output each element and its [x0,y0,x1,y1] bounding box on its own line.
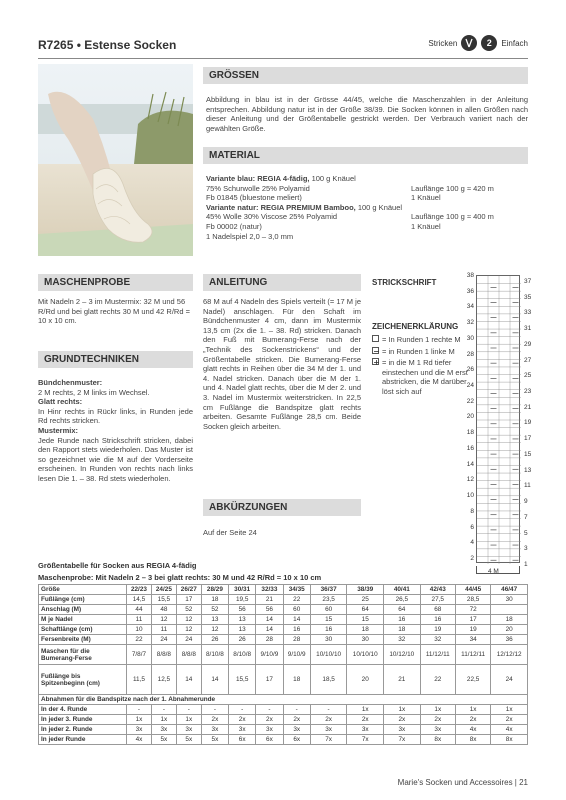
table-cell: 2x [283,715,310,725]
maschenprobe-heading: MASCHENPROBE [38,274,193,291]
table-cell: 26 [201,635,228,645]
table-cell: 36 [491,635,528,645]
chart-row-number: 5 [524,529,528,537]
material-line-text: Fb 00002 (natur) [206,221,262,231]
chart-row-number: 16 [466,444,474,452]
table-cell: 11 [127,615,152,625]
table-cell: 68 [420,605,455,615]
chart-row-number: 37 [524,278,532,285]
table-cell: 6x [229,735,256,745]
material-line-right: 1 Knäuel [411,221,441,231]
table-cell: 30 [347,635,384,645]
material-line-left [206,174,411,184]
table-cell: 14 [256,625,283,635]
chart-left-row-numbers [462,272,474,562]
table-cell: 23,5 [310,595,347,605]
table-cell: 8/8/8 [176,645,201,665]
size-table [38,584,528,745]
page-footer: Marie's Socken und Accessoires | 21 [397,778,528,787]
legend-heading: ZEICHENERKLÄRUNG [372,322,459,331]
level-number: 2 [486,38,492,48]
legend-text: = in Runden 1 linke M [382,346,455,356]
table-cell: 8x [455,735,490,745]
table-row [39,645,528,665]
technique-title: Glatt rechts: [38,397,83,407]
table-cell: 22 [127,635,152,645]
table-cell: 56 [229,605,256,615]
table-cell: 28,5 [455,595,490,605]
table-cell: 24 [176,635,201,645]
table-cell: 3x [151,725,176,735]
table-cell: 2x [384,715,421,725]
table-cell: 18 [491,615,528,625]
chart-row-number: 20 [466,413,474,421]
chart-row-number: 32 [466,319,474,327]
table-cell: 3x [127,725,152,735]
technique-text: 2 M rechts, 2 M links im Wechsel. [38,387,150,397]
table-cell: 16 [420,615,455,625]
table-cell: 25 [347,595,384,605]
chart-row-number: 3 [524,545,528,553]
table-cell: 6x [283,735,310,745]
table-cell: 3x [201,725,228,735]
table-row [39,615,528,625]
chart-row-number: 30 [466,334,474,342]
table-cell: 22 [283,595,310,605]
chart-row-number: 26 [466,366,474,374]
table-cell: 2x [491,715,528,725]
table-cell: 12 [176,615,201,625]
chart-row-number: 22 [466,397,474,405]
table-cell: 1x [384,705,421,715]
table-cell: 26/27 [176,585,201,595]
chart-row-number: 1 [524,560,528,568]
table-cell: 34/35 [283,585,310,595]
table-cell: 56 [256,605,283,615]
material-line [206,222,528,232]
table-cell: 7x [347,735,384,745]
table-cell: 12,5 [151,665,176,695]
material-list [206,174,528,241]
row-label: Fersenbreite (M) [39,635,127,645]
table-row [39,625,528,635]
table-cell: 14 [201,665,228,695]
chart-row-number: 25 [524,372,532,380]
anleitung-heading: ANLEITUNG [203,274,361,291]
table-cell: 8/10/8 [229,645,256,665]
table-cell: 9/10/9 [256,645,283,665]
table-cell: 60 [310,605,347,615]
table-cell: 8x [491,735,528,745]
table-cell: 13 [229,625,256,635]
chart-row-number: 10 [466,492,474,500]
material-line-text: Fb 01845 (bluestone meliert) [206,193,302,203]
row-label: Fußlänge bis Spitzenbeginn (cm) [39,665,127,695]
table-cell [491,605,528,615]
square-cross-icon [372,358,379,365]
groessen-heading: GRÖSSEN [203,67,528,84]
row-label: In der 4. Runde [39,705,127,715]
table-cell: 7/8/7 [127,645,152,665]
table-row [39,605,528,615]
table-cell: 16 [384,615,421,625]
table-cell: 9/10/9 [283,645,310,665]
chart-row-number: 9 [524,498,528,506]
table-cell: 22 [420,665,455,695]
header-divider [38,58,528,59]
table-cell: 12 [176,625,201,635]
table-cell: 21 [256,595,283,605]
grundtechniken-list [38,378,193,484]
table-cell: 14 [176,665,201,695]
table-row [39,735,528,745]
table-cell: 13 [229,615,256,625]
row-label: In jeder 3. Runde [39,715,127,725]
size-table-title: Größentabelle für Socken aus REGIA 4-fädig [38,561,197,570]
table-cell: 1x [176,715,201,725]
chart-row-number: 4 [470,539,474,547]
table-cell: 30/31 [229,585,256,595]
material-line-right: 1 Knäuel [411,193,441,203]
table-cell: 18 [201,595,228,605]
chart-row-number: 34 [466,303,474,311]
page-title: R7265 • Estense Socken [38,38,177,52]
technique-title: Mustermix: [38,425,79,435]
table-row [39,665,528,695]
table-cell: 4x [491,725,528,735]
chart-row-number: 15 [524,450,532,458]
table-cell: 15,5 [229,665,256,695]
legend-item [372,335,470,345]
maschenprobe-text: Mit Nadeln 2 – 3 im Mustermix: 32 M und 56 R/Rd und bei glatt rechts 30 M und 42 R/Rd = 10 x 10 cm. [38,297,190,326]
table-cell: 18 [347,625,384,635]
level-value: Einfach [501,38,528,48]
table-cell: 32 [420,635,455,645]
table-cell: 27,5 [420,595,455,605]
difficulty-indicator [428,35,528,51]
material-line-left [206,193,411,203]
table-cell: 14 [283,615,310,625]
table-cell: 14,5 [127,595,152,605]
table-cell: 17 [176,595,201,605]
table-cell: 1x [491,705,528,715]
table-cell: 16 [283,625,310,635]
sock-photo [38,64,193,256]
table-cell: 8x [420,735,455,745]
table-cell: 24 [151,635,176,645]
table-cell: 11 [151,625,176,635]
table-cell: 2x [347,715,384,725]
table-cell: 8/10/8 [201,645,228,665]
material-variant-label: Variante natur: REGIA PREMIUM Bamboo, [206,202,356,212]
table-cell: 2x [455,715,490,725]
table-cell: 11/12/11 [455,645,490,665]
abkuerzungen-heading: ABKÜRZUNGEN [203,499,361,516]
table-cell: 32/33 [256,585,283,595]
table-cell: 19 [420,625,455,635]
table-cell: 52 [176,605,201,615]
table-cell: 5x [151,735,176,745]
table-cell: 15 [310,615,347,625]
material-line-left [206,222,411,232]
abkuerzungen-text: Auf der Seite 24 [203,528,257,537]
table-cell: 12 [151,615,176,625]
table-cell: 15 [347,615,384,625]
material-line-text: 75% Schurwolle 25% Polyamid [206,183,310,193]
chart-row-number: 38 [466,272,474,279]
table-row [39,595,528,605]
row-label: In jeder Runde [39,735,127,745]
table-cell: 64 [384,605,421,615]
table-cell: 17 [455,615,490,625]
table-cell: 17 [256,665,283,695]
technique-text: In Hinr rechts in Rückr links, in Runden jede Rd rechts stricken. [38,406,193,426]
table-cell: - [229,705,256,715]
table-cell: 3x [283,725,310,735]
table-cell: 36/37 [310,585,347,595]
table-cell: 5x [201,735,228,745]
anleitung-text: 68 M auf 4 Nadeln des Spiels verteilt (= 17 M je Nadel) anschlagen. Für den Schaft im Bündchenmuster 4 cm, dann im Mustermix 13,5 cm (2x die 1. – 38. Rd) stricken. Danach den Fuß mit Bumerang-Ferse nach der „Technik des Sockenstrickens“ und der Größentabelle stricken. Die Bumerang-Ferse glatt rechts in Reihen über die 34 M der 1. und 4. Nadel stricken. Danach über die M der 1. und 4. Nadel glatt rechts, über die M der 2. und 3. Nadel im Mustermix weiterstricken. In 22,5 cm Fußlänge die Bandspitze glatt rechts arbeiten. Gesamte Fußlänge 28,5 cm. Beide Socken gleich arbeiten. [203,297,361,431]
material-line-left [206,203,411,213]
chart-row-number: 23 [524,388,532,396]
table-cell: 12/12/12 [491,645,528,665]
table-cell: 4x [127,735,152,745]
material-line-text: 45% Wolle 30% Viscose 25% Polyamid [206,212,338,222]
table-cell: 20 [347,665,384,695]
table-cell: 22,5 [455,665,490,695]
table-cell: 19 [455,625,490,635]
table-cell: 11/12/11 [420,645,455,665]
table-cell: 13 [201,615,228,625]
table-cell: 19,5 [229,595,256,605]
material-line-text: 100 g Knäuel [309,174,356,183]
table-subheading: Abnahmen für die Bandspitze nach der 1. Abnahmerunde [39,695,528,705]
chart-row-number: 19 [524,419,532,427]
table-cell: 2x [229,715,256,725]
table-cell: - [151,705,176,715]
table-cell: 32 [384,635,421,645]
table-cell: 2x [310,715,347,725]
table-cell: - [310,705,347,715]
material-line-right: Lauflänge 100 g ≈ 420 m [411,183,494,193]
table-cell: 52 [201,605,228,615]
table-cell: 10/10/10 [310,645,347,665]
table-cell: 28 [283,635,310,645]
chart-row-number: 17 [524,435,532,443]
table-cell: 3x [384,725,421,735]
table-cell: 7x [384,735,421,745]
row-label: In jeder 2. Runde [39,725,127,735]
knitting-chart-grid [476,275,520,563]
table-cell: 48 [151,605,176,615]
table-cell: 30 [491,595,528,605]
material-line [206,184,528,194]
table-cell: 1x [455,705,490,715]
row-label: Schaftlänge (cm) [39,625,127,635]
table-cell: 60 [283,605,310,615]
chart-right-row-numbers [524,278,536,568]
table-cell: 26 [229,635,256,645]
material-line [206,203,528,213]
table-cell: 10 [127,625,152,635]
table-cell: 21 [384,665,421,695]
table-row [39,705,528,715]
level-badge-icon [481,35,497,51]
strickschrift-heading: STRICKSCHRIFT [372,278,437,287]
table-cell: 44/45 [455,585,490,595]
material-variant-label: Variante blau: REGIA 4-fädig, [206,174,310,183]
table-cell: 30 [310,635,347,645]
chart-row-number: 18 [466,429,474,437]
chart-row-number: 29 [524,340,532,348]
table-cell: 18,5 [310,665,347,695]
chart-row-number: 24 [466,382,474,390]
row-label: Größe [39,585,127,595]
table-cell: 3x [256,725,283,735]
technique-title: Bündchenmuster: [38,378,103,387]
table-cell: 2x [420,715,455,725]
chart-row-number: 28 [466,350,474,358]
chart-legend [372,335,470,397]
table-cell: 2x [201,715,228,725]
row-label: M je Nadel [39,615,127,625]
table-cell: 15,5 [151,595,176,605]
chart-row-number: 27 [524,356,532,364]
table-row [39,695,528,705]
table-cell: - [256,705,283,715]
table-cell: 46/47 [491,585,528,595]
table-cell: - [283,705,310,715]
legend-text: = In Runden 1 rechte M [382,335,461,344]
table-cell: 28 [256,635,283,645]
material-heading: MATERIAL [203,147,528,164]
size-table-subtitle: Maschenprobe: Mit Nadeln 2 – 3 bei glatt rechts: 30 M und 42 R/Rd = 10 x 10 cm [38,573,322,582]
table-cell: 1x [347,705,384,715]
groessen-text: Abbildung in blau ist in der Grösse 44/45, welche die Maschenzahlen in der Anleitung entsprechen. Abbildung natur ist in der Größe 38/39. Die Socken können in allen Größen nach dieser Anleitung und der Größentabelle gestrickt werden. Der Verbrauch variiert nach der gewählten Größe. [206,95,528,133]
legend-text: = in die M 1 Rd tiefer einstechen und die M erst abstricken, die M darüber löst sich auf [382,358,468,396]
repeat-label: 4 M [488,568,499,575]
chart-row-number: 8 [470,507,474,515]
material-line-text: 100 g Knäuel [355,202,403,212]
table-cell: 28/29 [201,585,228,595]
table-cell: 4x [455,725,490,735]
square-dash-icon [372,347,379,354]
table-cell: 18 [283,665,310,695]
table-cell: 24/25 [151,585,176,595]
table-cell: 3x [310,725,347,735]
table-cell: 8/8/8 [151,645,176,665]
table-cell: - [176,705,201,715]
table-cell: 72 [455,605,490,615]
table-cell: 64 [347,605,384,615]
table-cell: 1x [420,705,455,715]
material-line [206,193,528,203]
table-cell: 20 [491,625,528,635]
row-label: Fußlänge (cm) [39,595,127,605]
table-cell: 26,5 [384,595,421,605]
chart-row-number: 33 [524,309,532,317]
material-line-text: 1 Nadelspiel 2,0 – 3,0 mm [206,231,294,241]
table-row [39,635,528,645]
chart-row-number: 11 [524,482,531,490]
table-cell: 2x [256,715,283,725]
level-label: Stricken [428,38,458,48]
needles-icon [461,35,477,51]
table-row [39,725,528,735]
row-label: Anschlag (M) [39,605,127,615]
table-cell: 22/23 [127,585,152,595]
material-line [206,212,528,222]
chart-row-number: 13 [524,466,532,474]
chart-row-number: 12 [466,476,474,484]
table-cell: 18 [384,625,421,635]
material-line-left [206,212,411,222]
material-line-left [206,232,411,242]
table-cell: 3x [229,725,256,735]
table-row [39,585,528,595]
table-cell: 1x [151,715,176,725]
table-cell: 38/39 [347,585,384,595]
table-row [39,715,528,725]
material-line-left [206,184,411,194]
square-empty-icon [372,335,379,342]
table-cell: 10/12/10 [384,645,421,665]
table-cell: 7x [310,735,347,745]
table-cell: 1x [127,715,152,725]
table-cell: 24 [491,665,528,695]
table-cell: 42/43 [420,585,455,595]
legend-item [372,358,470,396]
chart-row-number: 7 [524,513,528,521]
table-cell: 11,5 [127,665,152,695]
technique-text: Jede Runde nach Strickschrift stricken, dabei den Rapport stets wiederholen. Das Muster ist so gezeichnet wie die M auf der Vorderseite erscheinen. In Runden von rechts nach links lesen Die 1. – 38. Rd stets wiederholen. [38,435,193,483]
table-cell: 6x [256,735,283,745]
chart-row-number: 2 [470,554,474,562]
material-line-right: Lauflänge 100 g ≈ 400 m [411,212,494,222]
table-cell: 3x [176,725,201,735]
chart-row-number: 21 [524,403,532,411]
table-cell: - [127,705,152,715]
table-cell: - [201,705,228,715]
table-cell: 5x [176,735,201,745]
row-label: Maschen für die Bumerang-Ferse [39,645,127,665]
legend-item [372,347,470,357]
chart-row-number: 14 [466,460,474,468]
chart-row-number: 36 [466,287,474,295]
table-cell: 40/41 [384,585,421,595]
table-cell: 34 [455,635,490,645]
material-line [206,174,528,184]
table-cell: 3x [420,725,455,735]
grundtechniken-heading: GRUNDTECHNIKEN [38,351,193,368]
table-cell: 3x [347,725,384,735]
table-cell: 44 [127,605,152,615]
chart-row-number: 6 [470,523,474,531]
material-line [206,232,528,242]
chart-row-number: 35 [524,293,532,301]
table-cell: 16 [310,625,347,635]
table-cell: 14 [256,615,283,625]
table-cell: 10/10/10 [347,645,384,665]
chart-row-number: 31 [524,325,532,333]
table-cell: 12 [201,625,228,635]
